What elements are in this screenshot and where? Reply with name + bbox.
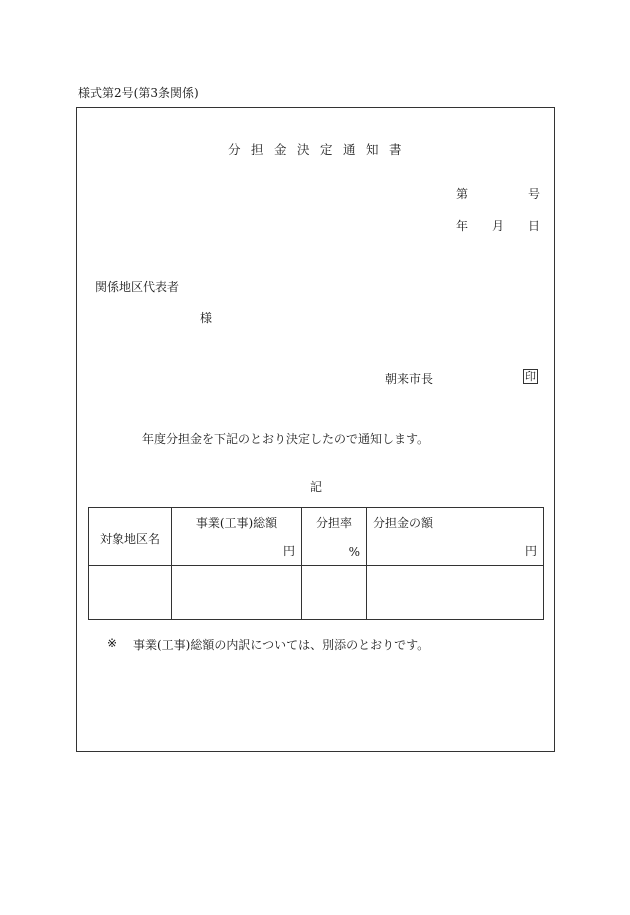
table-cell [89, 566, 172, 620]
document-title: 分担金決定通知書 [228, 142, 413, 157]
document-number-suffix: 号 [528, 187, 541, 201]
table-cell [367, 566, 544, 620]
form-number-label: 様式第2号(第3条関係) [78, 86, 199, 100]
header-cell-rate [302, 508, 367, 566]
header-cell-district [89, 508, 172, 566]
header-cell-amount [367, 508, 544, 566]
table-cell [302, 566, 367, 620]
footnote-mark: ※ [107, 636, 118, 650]
date-day-label: 日 [528, 219, 541, 233]
column-unit: % [348, 545, 360, 559]
ki-label: 記 [310, 480, 323, 494]
header-cell-total [172, 508, 302, 566]
column-unit: 円 [524, 544, 537, 558]
table-header-row [89, 508, 544, 566]
column-unit: 円 [282, 544, 295, 558]
column-header: 事業(工事)総額 [195, 516, 278, 530]
footnote-text: 事業(工事)総額の内訳については、別添のとおりです。 [133, 638, 430, 652]
addressee-honorific: 様 [200, 311, 213, 325]
document-number-prefix: 第 [456, 187, 469, 201]
column-header: 分担率 [315, 516, 352, 530]
notice-body-text: 年度分担金を下記のとおり決定したので通知します。 [142, 432, 430, 446]
addressee-title: 関係地区代表者 [95, 280, 180, 294]
date-month-label: 月 [492, 219, 505, 233]
seal-mark: 印 [525, 370, 536, 383]
table-cell [172, 566, 302, 620]
allotment-table [88, 507, 544, 620]
table-row [89, 566, 544, 620]
date-year-label: 年 [456, 219, 469, 233]
column-header: 分担金の額 [373, 516, 434, 530]
issuer-name: 朝来市長 [385, 372, 434, 386]
column-header: 対象地区名 [99, 532, 160, 546]
